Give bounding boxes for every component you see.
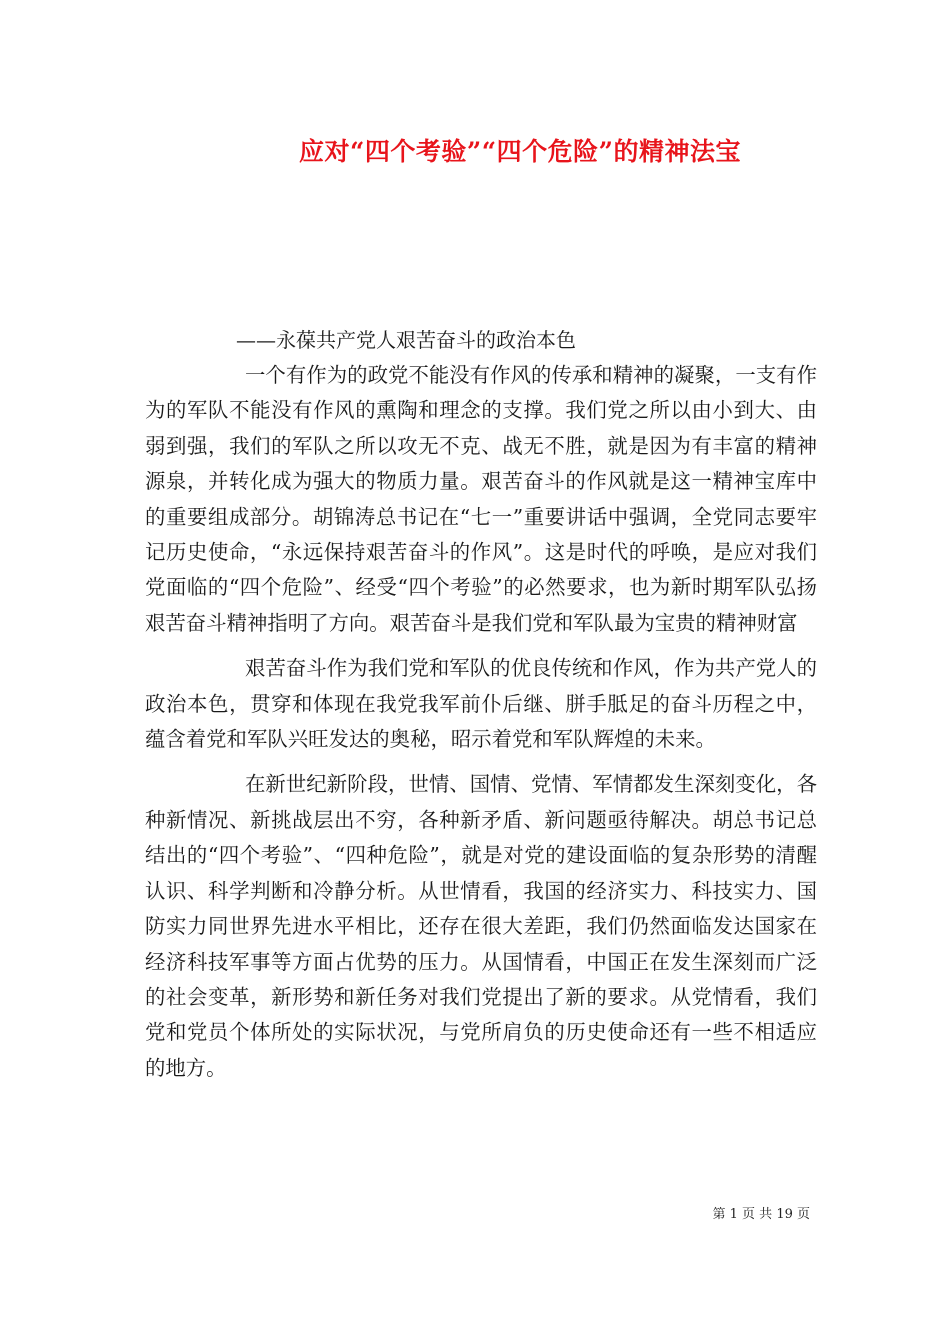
body-paragraph-3: 在新世纪新阶段，世情、国情、党情、军情都发生深刻变化，各种新情况、新挑战层出不穷，各种新矛盾、新问题亟待解决。胡总书记总结出的“四个考验”、“四种危险”，就是对党的建设面临的复杂形势的清醒认识、科学判断和冷静分析。从世情看，我国的经济实力、科技实力、国防实力同世界先进水平相比，还存在很大差距，我们仍然面临发达国家在经济科技军事等方面占优势的压力。从国情看，中国正在发生深刻而广泛的社会变革，新形势和新任务对我们党提出了新的要求。从党情看，我们党和党员个体所处的实际状况，与党所肩负的历史使命还有一些不相适应的地方。 bbox=[145, 772, 817, 1080]
page-number-footer: 第 1 页 共 19 页 bbox=[712, 1207, 810, 1222]
document-title: 应对“四个考验”“四个危险”的精神法宝 bbox=[298, 137, 742, 166]
document-subtitle: ——永葆共产党人艰苦奋斗的政治本色 bbox=[236, 328, 576, 352]
document-body bbox=[145, 358, 817, 1086]
body-paragraph-2: 艰苦奋斗作为我们党和军队的优良传统和作风，作为共产党人的政治本色，贯穿和体现在我党我军前仆后继、胼手胝足的奋斗历程之中，蕴含着党和军队兴旺发达的奥秘，昭示着党和军队辉煌的未来。 bbox=[145, 656, 817, 752]
body-paragraph-1: 一个有作为的政党不能没有作风的传承和精神的凝聚，一支有作为的军队不能没有作风的熏陶和理念的支撑。我们党之所以由小到大、由弱到强，我们的军队之所以攻无不克、战无不胜，就是因为有丰富的精神源泉，并转化成为强大的物质力量。艰苦奋斗的作风就是这一精神宝库中的重要组成部分。胡锦涛总书记在“七一”重要讲话中强调，全党同志要牢记历史使命，“永远保持艰苦奋斗的作风”。这是时代的呼唤，是应对我们党面临的“四个危险”、经受“四个考验”的必然要求，也为新时期军队弘扬艰苦奋斗精神指明了方向。艰苦奋斗是我们党和军队最为宝贵的精神财富 bbox=[145, 363, 817, 635]
